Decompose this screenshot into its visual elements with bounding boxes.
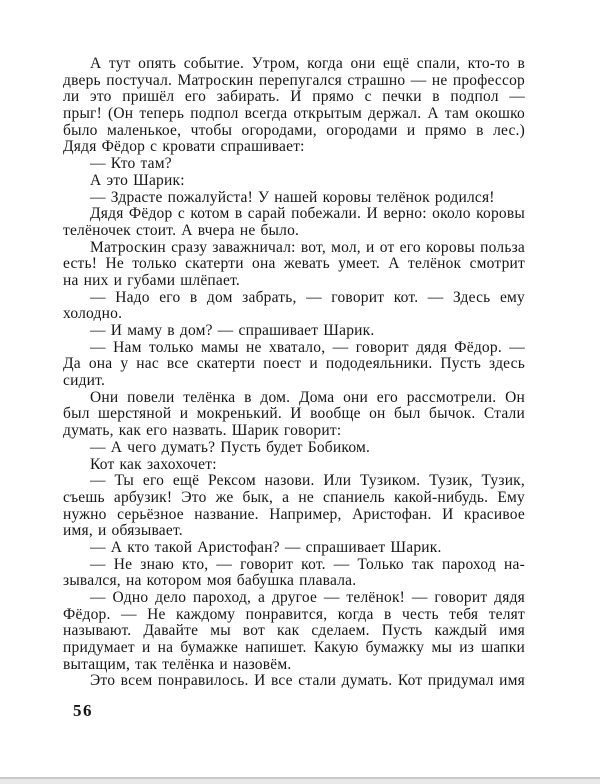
text-line: А тут опять событие. Утром, когда они ещё спали, кто-то в — [90, 55, 525, 72]
text-line: называют. Давайте мы вот как сделаем. Пусть каждый имя — [63, 622, 525, 640]
text-line: дверь постучал. Матроскин перепугался страшно — не профессор — [63, 71, 525, 89]
text-line: — Надо его в дом забрать, — говорит кот. — Здесь ему — [90, 288, 525, 306]
text-line: — Ты его ещё Рексом назови. Или Тузиком. Тузик, Тузик, — [90, 472, 525, 490]
scan-edge-line — [0, 777, 600, 784]
text-line: Кот как захохочет: — [90, 455, 217, 473]
text-line: холодно. — [63, 305, 123, 323]
text-line: Они повели телёнка в дом. Дома они его рассмотрели. Он — [90, 388, 525, 406]
text-line: зывался, на котором моя бабушка плавала. — [63, 572, 357, 590]
text-line: телёночек стоит. А вчера не было. — [63, 221, 300, 239]
text-line: А это Шарик: — [90, 171, 185, 189]
text-line: Дядя Фёдор с кровати спрашивает: — [63, 138, 305, 156]
text-line: Фёдор. — Не каждому понравится, когда в честь тебя телят — [63, 605, 525, 623]
text-line: на них и губами шлёпает. — [63, 271, 240, 289]
text-line: Это всем понравилось. И все стали думать. Кот придумал имя — [90, 672, 525, 690]
text-line: придумает и на бумажке напишет. Какую бумажку мы из шапки — [63, 639, 525, 657]
text-line: — И маму в дом? — спрашивает Шарик. — [90, 322, 375, 339]
text-line: Дядя Фёдор с котом в сарай побежали. И верно: около коровы — [90, 205, 525, 223]
text-line: было маленькое, чтобы огородами, огородами и прямо в лес.) — [63, 121, 525, 139]
text-block — [63, 56, 525, 690]
page-number: 56 — [73, 701, 93, 720]
text-line: — Здрасте пожалуйста! У нашей коровы телёнок родился! — [90, 188, 495, 206]
text-line: — А кто такой Аристофан? — спрашивает Шарик. — [90, 538, 442, 556]
text-line: есть! Не только скатерти она жевать умеет. А телёнок смотрит — [63, 255, 525, 273]
text-line: съешь арбузик! Это же бык, а не спаниель какой-нибудь. Ему — [63, 488, 525, 506]
text-line: Матроскин сразу заважничал: вот, мол, и от его коровы польза — [90, 238, 525, 256]
text-line: имя, и обязывает. — [63, 522, 183, 540]
text-line: — Одно дело пароход, а другое — телёнок! — говорит дядя — [90, 589, 525, 606]
text-line: — Не знаю кто, — говорит кот. — Только так пароход на- — [90, 555, 525, 573]
text-line: ли это пришёл его забирать. И прямо с печки в подпол — — [63, 88, 525, 106]
text-line: сидит. — [63, 372, 106, 390]
text-line: — Нам только мамы не хватало, — говорит дядя Фёдор. — — [90, 338, 525, 356]
text-line: — Кто там? — [90, 155, 172, 173]
text-line: был шерстяной и мокренький. И вообще он был бычок. Стали — [63, 405, 525, 423]
text-line: думать, как его назвать. Шарик говорит: — [63, 422, 342, 440]
text-line: прыг! (Он теперь подпол всегда открытым держал. А там окошко — [63, 105, 525, 123]
text-line: Да она у нас все скатерти поест и пододеяльники. Пусть здесь — [63, 355, 525, 373]
text-line: нужно серьёзное название. Например, Аристофан. И красивое — [63, 505, 525, 523]
text-line: — А чего думать? Пусть будет Бобиком. — [90, 438, 371, 456]
text-line: вытащим, так телёнка и назовём. — [63, 655, 292, 673]
